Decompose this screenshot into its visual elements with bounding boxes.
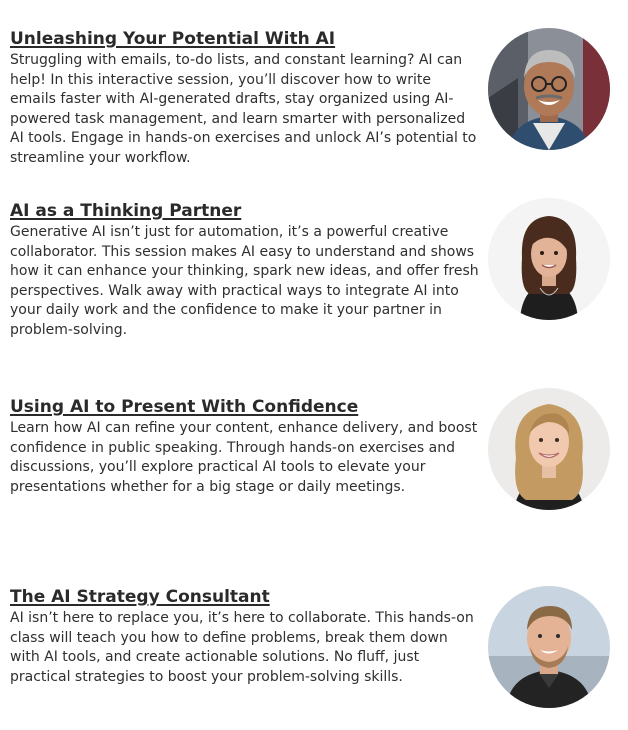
speaker-photo-woman-dark-hair bbox=[488, 198, 610, 320]
session-title: The AI Strategy Consultant bbox=[10, 587, 270, 607]
session-4 bbox=[10, 587, 480, 687]
session-title: Using AI to Present With Confidence bbox=[10, 397, 359, 417]
speaker-photo-man-glasses bbox=[488, 28, 610, 150]
speaker-photo-man-beard bbox=[488, 586, 610, 708]
session-description: Struggling with emails, to-do lists, and constant learning? AI can help! In this interactive session, you’ll discover how to write emails faster with AI-generated drafts, stay organized using AI-powered task management, and learn smarter with personalized AI tools. Engage in hands-on exercises and unlock AI’s potential to streamline your workflow. bbox=[10, 52, 477, 166]
session-3 bbox=[10, 397, 480, 497]
session-description: AI isn’t here to replace you, it’s here to collaborate. This hands-on class will teach you how to define problems, break them down with AI tools, and create actionable solutions. No fluff, just practical strategies to boost your problem-solving skills. bbox=[10, 610, 474, 685]
session-description: Generative AI isn’t just for automation, it’s a powerful creative collaborator. This session makes AI easy to understand and shows how it can enhance your thinking, spark new ideas, and offer fresh perspectives. Walk away with practical ways to integrate AI into your daily work and the confidence to make it your partner in problem-solving. bbox=[10, 224, 479, 338]
session-2 bbox=[10, 201, 480, 341]
session-title: AI as a Thinking Partner bbox=[10, 201, 242, 221]
session-1 bbox=[10, 29, 480, 169]
session-title: Unleashing Your Potential With AI bbox=[10, 29, 336, 49]
session-description: Learn how AI can refine your content, enhance delivery, and boost confidence in public speaking. Through hands-on exercises and discussions, you’ll explore practical AI tools to elevate your presentations whether for a big stage or daily meetings. bbox=[10, 420, 478, 495]
speaker-photo-woman-blonde bbox=[488, 388, 610, 510]
